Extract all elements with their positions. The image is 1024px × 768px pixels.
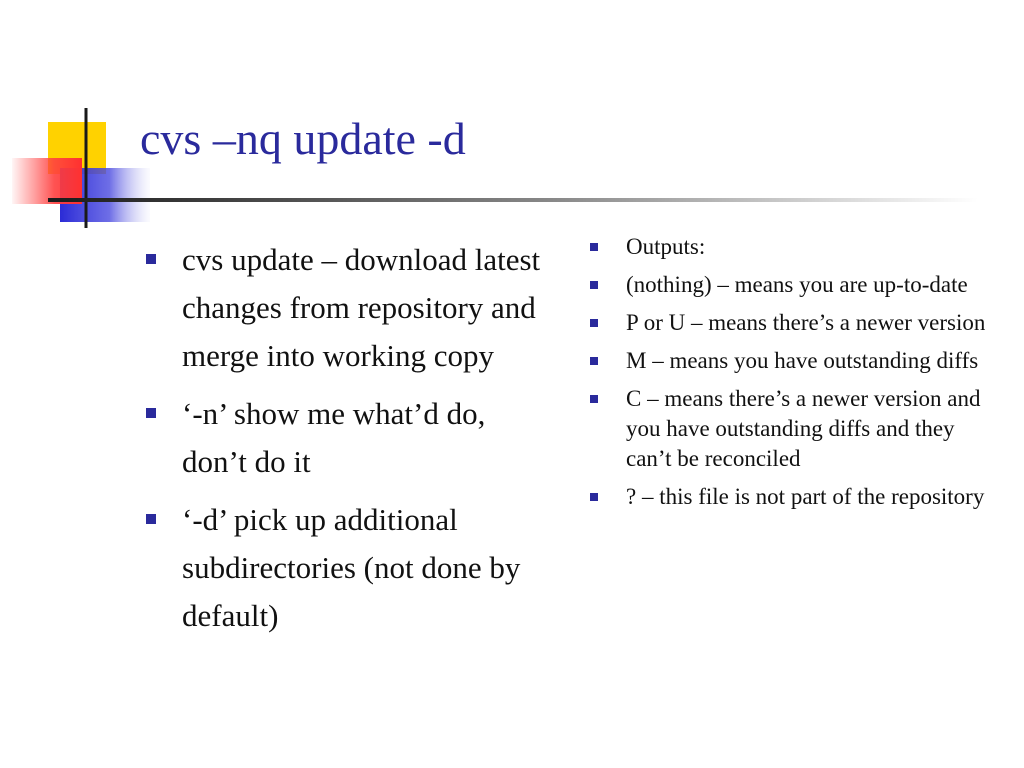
- list-item: [590, 346, 1000, 376]
- list-item-text: ‘-n’ show me what’d do, don’t do it: [182, 396, 486, 479]
- list-item-text: Outputs:: [626, 234, 706, 259]
- bullet-square-icon: [590, 243, 598, 251]
- list-item: [590, 232, 1000, 262]
- bullet-square-icon: [590, 357, 598, 365]
- bullet-square-icon: [146, 254, 156, 264]
- list-item-text: ? – this file is not part of the repository: [626, 484, 985, 509]
- slide-title: cvs –nq update -d: [140, 113, 466, 164]
- bullet-square-icon: [590, 319, 598, 327]
- list-item: [146, 236, 546, 380]
- list-item: [590, 308, 1000, 338]
- left-bullet-list: [146, 236, 546, 650]
- list-item-text: ‘-d’ pick up additional subdirectories (not done by default): [182, 502, 521, 633]
- list-item: [590, 482, 1000, 512]
- bullet-square-icon: [590, 493, 598, 501]
- bullet-square-icon: [146, 408, 156, 418]
- title-underline: [48, 198, 978, 202]
- bullet-square-icon: [590, 281, 598, 289]
- list-item: [146, 390, 546, 486]
- list-item: [146, 496, 546, 640]
- list-item: [590, 384, 1000, 474]
- slide-decoration: [0, 100, 160, 240]
- list-item-text: M – means you have outstanding diffs: [626, 348, 979, 373]
- list-item-text: P or U – means there’s a newer version: [626, 310, 986, 335]
- list-item-text: cvs update – download latest changes from repository and merge into working copy: [182, 242, 541, 373]
- right-bullet-list: [590, 232, 1000, 520]
- bullet-square-icon: [590, 395, 598, 403]
- list-item: [590, 270, 1000, 300]
- list-item-text: (nothing) – means you are up-to-date: [626, 272, 968, 297]
- bullet-square-icon: [146, 514, 156, 524]
- list-item-text: C – means there’s a newer version and you have outstanding diffs and they can’t be reconciled: [626, 386, 981, 471]
